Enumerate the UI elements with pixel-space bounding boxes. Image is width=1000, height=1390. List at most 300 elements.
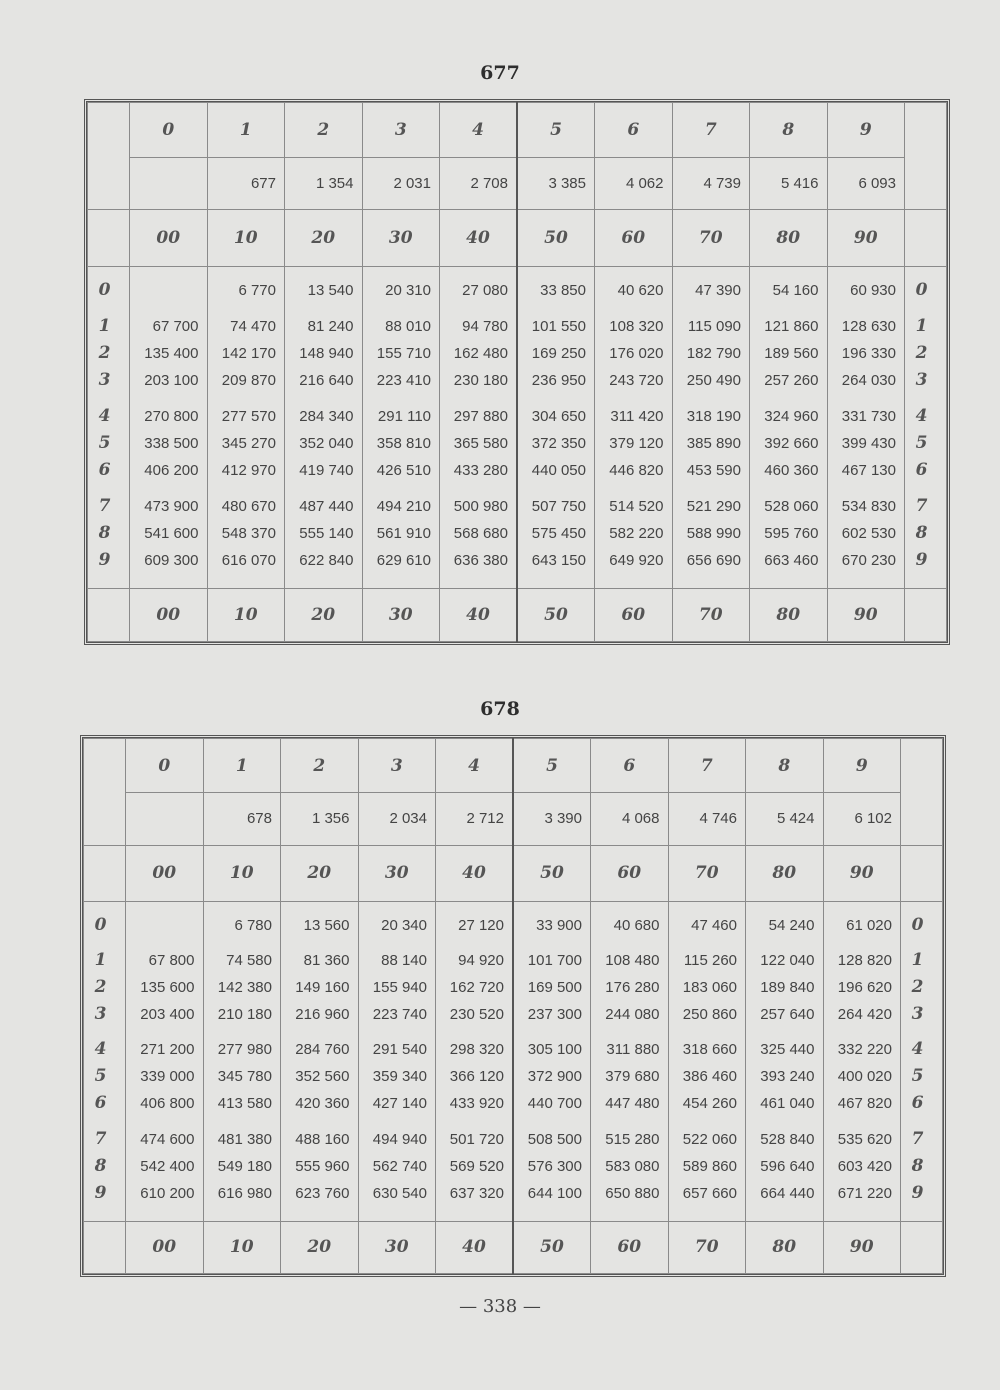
row-group bbox=[204, 947, 281, 1028]
table-value: 2 bbox=[98, 343, 111, 364]
table-value: 88 010 bbox=[385, 318, 431, 336]
row-group bbox=[88, 403, 129, 484]
tens-footer: 10 bbox=[203, 1221, 281, 1273]
value-stack bbox=[905, 267, 946, 588]
table-value: 629 610 bbox=[376, 552, 431, 570]
table-value: 257 260 bbox=[764, 372, 819, 390]
row-group bbox=[363, 403, 440, 484]
row-index-left bbox=[84, 901, 126, 1221]
row-group bbox=[285, 277, 362, 304]
table-value: 20 340 bbox=[381, 916, 427, 934]
table-value: 650 880 bbox=[605, 1184, 660, 1202]
table-value: 372 900 bbox=[527, 1068, 582, 1086]
row-group bbox=[126, 1036, 203, 1117]
value-column bbox=[126, 901, 204, 1221]
table-value: 562 740 bbox=[372, 1157, 427, 1175]
tens-footer: 40 bbox=[436, 1221, 514, 1273]
value-column bbox=[362, 267, 440, 589]
value-stack bbox=[828, 267, 905, 588]
row-group bbox=[905, 313, 946, 394]
table-value: 305 100 bbox=[527, 1041, 582, 1059]
multiple-value: 2 708 bbox=[440, 157, 518, 210]
value-column bbox=[595, 267, 673, 589]
table-value: 487 440 bbox=[299, 498, 354, 516]
table-value: 311 880 bbox=[606, 1041, 660, 1059]
multiple-value: 4 068 bbox=[591, 793, 669, 845]
table-value: 3 bbox=[98, 370, 111, 391]
values-body-row bbox=[88, 267, 947, 589]
row-group bbox=[518, 493, 594, 574]
table-value: 568 680 bbox=[453, 525, 508, 543]
table-value: 561 910 bbox=[376, 525, 431, 543]
table-value: 576 300 bbox=[527, 1157, 582, 1175]
table-value: 169 250 bbox=[531, 345, 586, 363]
table-value: 155 710 bbox=[376, 345, 431, 363]
table-value: 461 040 bbox=[760, 1095, 815, 1113]
table-value: 122 040 bbox=[760, 952, 815, 970]
value-column bbox=[436, 901, 514, 1221]
table-value: 5 bbox=[911, 1066, 924, 1087]
table-value: 8 bbox=[98, 523, 111, 544]
table-value: 277 570 bbox=[221, 408, 276, 426]
tens-footer: 60 bbox=[591, 1221, 669, 1273]
tens-header: 90 bbox=[827, 210, 905, 267]
table-value: 379 120 bbox=[609, 435, 664, 453]
value-stack bbox=[591, 902, 668, 1221]
table-value: 142 170 bbox=[221, 345, 276, 363]
table-value: 582 220 bbox=[609, 525, 664, 543]
row-group bbox=[591, 1036, 668, 1117]
tens-footer: 80 bbox=[746, 1221, 824, 1273]
tens-header: 40 bbox=[440, 210, 518, 267]
table-value: 507 750 bbox=[531, 498, 586, 516]
value-column bbox=[281, 901, 359, 1221]
multiple-value bbox=[126, 793, 204, 845]
digit-header: 7 bbox=[672, 103, 750, 158]
table-value: 4 bbox=[94, 1039, 107, 1060]
table-grid bbox=[83, 738, 943, 1274]
table-value: 636 380 bbox=[453, 552, 508, 570]
table-value: 616 980 bbox=[217, 1184, 272, 1202]
table-value: 2 bbox=[94, 977, 107, 998]
table-value: 325 440 bbox=[760, 1041, 815, 1059]
row-group bbox=[126, 912, 203, 939]
row-group bbox=[824, 947, 901, 1028]
value-column bbox=[440, 267, 518, 589]
table-value: 6 770 bbox=[238, 282, 276, 300]
tens-footer: 10 bbox=[207, 589, 285, 642]
tens-footer-row bbox=[84, 1221, 943, 1273]
table-value: 8 bbox=[915, 523, 928, 544]
table-value: 365 580 bbox=[453, 435, 508, 453]
value-stack bbox=[514, 902, 590, 1221]
table-value: 637 320 bbox=[449, 1184, 504, 1202]
tens-footer: 60 bbox=[595, 589, 673, 642]
digit-header: 3 bbox=[362, 103, 440, 158]
value-column bbox=[823, 901, 901, 1221]
value-stack bbox=[84, 902, 125, 1221]
digit-header-row bbox=[84, 739, 943, 793]
row-group bbox=[901, 1036, 942, 1117]
tens-footer: 00 bbox=[126, 1221, 204, 1273]
table-value: 630 540 bbox=[372, 1184, 427, 1202]
digit-header: 0 bbox=[126, 739, 204, 793]
tens-footer: 30 bbox=[358, 1221, 436, 1273]
row-group bbox=[436, 947, 512, 1028]
table-value: 7 bbox=[98, 496, 111, 517]
row-group bbox=[828, 403, 905, 484]
row-group bbox=[436, 912, 512, 939]
digit-header: 5 bbox=[517, 103, 595, 158]
value-stack bbox=[746, 902, 823, 1221]
table-value: 209 870 bbox=[221, 372, 276, 390]
table-value: 9 bbox=[98, 550, 111, 571]
tens-footer: 90 bbox=[823, 1221, 901, 1273]
table-value: 169 500 bbox=[527, 979, 582, 997]
table-value: 67 700 bbox=[152, 318, 199, 336]
table-value bbox=[126, 912, 203, 939]
table-value: 406 200 bbox=[144, 462, 199, 480]
multiple-value: 3 385 bbox=[517, 157, 595, 210]
table-value: 4 bbox=[98, 406, 111, 427]
table-value: 81 240 bbox=[307, 318, 354, 336]
table-value: 603 420 bbox=[837, 1157, 892, 1175]
table-value: 602 530 bbox=[841, 525, 896, 543]
table-value: 304 650 bbox=[531, 408, 586, 426]
value-stack bbox=[88, 267, 129, 588]
multiple-value: 4 746 bbox=[668, 793, 746, 845]
row-group bbox=[901, 1126, 942, 1207]
table-value: 426 510 bbox=[376, 462, 431, 480]
table-value: 324 960 bbox=[764, 408, 819, 426]
table-value: 331 730 bbox=[841, 408, 896, 426]
table-value: 203 400 bbox=[140, 1006, 195, 1024]
table-value: 196 620 bbox=[837, 979, 892, 997]
row-group bbox=[84, 947, 125, 1028]
row-group bbox=[359, 947, 436, 1028]
row-group bbox=[208, 313, 285, 394]
row-group bbox=[436, 1126, 512, 1207]
corner-cell bbox=[88, 210, 130, 267]
row-group bbox=[905, 277, 946, 304]
tens-footer: 20 bbox=[285, 589, 363, 642]
table-value: 33 850 bbox=[540, 282, 586, 300]
row-group bbox=[518, 403, 594, 484]
row-group bbox=[204, 912, 281, 939]
table-value: 9 bbox=[915, 550, 928, 571]
row-group bbox=[595, 493, 672, 574]
table-value: 528 060 bbox=[764, 498, 819, 516]
row-group bbox=[591, 947, 668, 1028]
row-group bbox=[84, 1126, 125, 1207]
value-column bbox=[513, 901, 591, 1221]
row-group bbox=[126, 947, 203, 1028]
table-value: 446 820 bbox=[609, 462, 664, 480]
table-value: 257 640 bbox=[760, 1006, 815, 1024]
table-value: 393 240 bbox=[760, 1068, 815, 1086]
value-stack bbox=[518, 267, 594, 588]
row-group bbox=[746, 1126, 823, 1207]
row-group bbox=[208, 403, 285, 484]
table-value: 522 060 bbox=[682, 1130, 737, 1148]
row-group bbox=[88, 493, 129, 574]
table-value: 20 310 bbox=[385, 282, 431, 300]
digit-header: 6 bbox=[595, 103, 673, 158]
row-group bbox=[208, 277, 285, 304]
table-value: 270 800 bbox=[144, 408, 199, 426]
table-value: 379 680 bbox=[605, 1068, 660, 1086]
table-value: 575 450 bbox=[531, 525, 586, 543]
table-value: 3 bbox=[911, 1004, 924, 1025]
tens-footer: 30 bbox=[362, 589, 440, 642]
tens-header: 30 bbox=[358, 845, 436, 901]
table-value: 515 280 bbox=[605, 1130, 660, 1148]
digit-header: 9 bbox=[827, 103, 905, 158]
digit-header: 0 bbox=[130, 103, 208, 158]
table-value: 454 260 bbox=[682, 1095, 737, 1113]
table-value: 189 560 bbox=[764, 345, 819, 363]
table-value: 656 690 bbox=[686, 552, 741, 570]
row-group bbox=[363, 277, 440, 304]
table-value: 473 900 bbox=[144, 498, 199, 516]
table-value: 149 160 bbox=[295, 979, 350, 997]
table-value: 6 780 bbox=[234, 916, 272, 934]
table-value: 664 440 bbox=[760, 1184, 815, 1202]
row-group bbox=[828, 493, 905, 574]
table-value: 297 880 bbox=[453, 408, 508, 426]
table-grid bbox=[87, 102, 947, 642]
table-value: 1 bbox=[915, 316, 928, 337]
row-group bbox=[285, 403, 362, 484]
value-column bbox=[591, 901, 669, 1221]
tens-footer: 50 bbox=[517, 589, 595, 642]
multiple-value: 6 093 bbox=[827, 157, 905, 210]
table-value: 345 780 bbox=[217, 1068, 272, 1086]
row-group bbox=[281, 912, 358, 939]
table-value: 352 040 bbox=[299, 435, 354, 453]
corner-cell bbox=[84, 845, 126, 901]
value-stack bbox=[363, 267, 440, 588]
tens-header-row bbox=[84, 845, 943, 901]
table-value: 54 160 bbox=[772, 282, 819, 300]
table-value: 47 390 bbox=[695, 282, 741, 300]
row-group bbox=[824, 912, 901, 939]
table-value: 94 920 bbox=[458, 952, 504, 970]
row-group bbox=[285, 313, 362, 394]
row-group bbox=[673, 277, 750, 304]
table-value: 501 720 bbox=[449, 1130, 504, 1148]
table-value: 47 460 bbox=[691, 916, 737, 934]
table-value: 5 bbox=[94, 1066, 107, 1087]
table-value: 250 490 bbox=[686, 372, 741, 390]
row-index-left bbox=[88, 267, 130, 589]
tens-header: 10 bbox=[203, 845, 281, 901]
table-value: 40 680 bbox=[613, 916, 660, 934]
table-value: 453 590 bbox=[686, 462, 741, 480]
table-value: 4 bbox=[911, 1039, 924, 1060]
table-value: 508 500 bbox=[527, 1130, 582, 1148]
table-value: 358 810 bbox=[376, 435, 431, 453]
table-value: 500 980 bbox=[453, 498, 508, 516]
row-group bbox=[281, 1126, 358, 1207]
row-group bbox=[669, 947, 746, 1028]
table-value: 412 970 bbox=[221, 462, 276, 480]
multiple-value: 4 062 bbox=[595, 157, 673, 210]
table-value: 128 630 bbox=[841, 318, 896, 336]
table-value: 481 380 bbox=[217, 1130, 272, 1148]
row-group bbox=[204, 1036, 281, 1117]
table-value: 623 760 bbox=[295, 1184, 350, 1202]
table-value: 108 320 bbox=[609, 318, 664, 336]
row-group bbox=[591, 1126, 668, 1207]
table-value: 643 150 bbox=[531, 552, 586, 570]
table-value: 94 780 bbox=[462, 318, 508, 336]
row-group bbox=[669, 1036, 746, 1117]
table-value: 622 840 bbox=[299, 552, 354, 570]
table-value: 671 220 bbox=[837, 1184, 892, 1202]
table-value: 3 bbox=[94, 1004, 107, 1025]
multiples-row bbox=[88, 157, 947, 210]
table-value: 447 480 bbox=[605, 1095, 660, 1113]
tens-footer: 70 bbox=[672, 589, 750, 642]
row-group bbox=[673, 493, 750, 574]
table-value: 372 350 bbox=[531, 435, 586, 453]
table-value: 521 290 bbox=[686, 498, 741, 516]
table-value: 2 bbox=[915, 343, 928, 364]
corner-cell bbox=[88, 589, 130, 642]
table-value: 148 940 bbox=[299, 345, 354, 363]
table-value: 142 380 bbox=[217, 979, 272, 997]
value-column bbox=[130, 267, 208, 589]
table-value: 250 860 bbox=[682, 1006, 737, 1024]
value-stack bbox=[126, 902, 203, 1221]
table-value: 488 160 bbox=[295, 1130, 350, 1148]
table-value: 243 720 bbox=[609, 372, 664, 390]
table-value: 6 bbox=[915, 460, 928, 481]
row-group bbox=[359, 1036, 436, 1117]
table-value: 555 960 bbox=[295, 1157, 350, 1175]
value-stack bbox=[824, 902, 901, 1221]
table-value: 210 180 bbox=[217, 1006, 272, 1024]
table-value: 460 360 bbox=[764, 462, 819, 480]
table-value: 13 560 bbox=[303, 916, 350, 934]
row-group bbox=[130, 493, 207, 574]
row-group bbox=[595, 403, 672, 484]
table-value: 6 bbox=[94, 1093, 107, 1114]
digit-header: 8 bbox=[750, 103, 828, 158]
tens-header: 00 bbox=[126, 845, 204, 901]
table-value: 182 790 bbox=[686, 345, 741, 363]
table-value: 610 200 bbox=[140, 1184, 195, 1202]
table-value: 596 640 bbox=[760, 1157, 815, 1175]
table-value: 494 210 bbox=[376, 498, 431, 516]
table-value: 548 370 bbox=[221, 525, 276, 543]
table-value: 0 bbox=[94, 914, 107, 935]
value-stack bbox=[673, 267, 750, 588]
table-value: 40 620 bbox=[617, 282, 664, 300]
table-value: 392 660 bbox=[764, 435, 819, 453]
table-value: 27 120 bbox=[458, 916, 504, 934]
table-value: 420 360 bbox=[295, 1095, 350, 1113]
table-value: 0 bbox=[98, 280, 111, 301]
value-stack bbox=[669, 902, 746, 1221]
table-value: 162 480 bbox=[453, 345, 508, 363]
table-value: 8 bbox=[911, 1155, 924, 1176]
value-stack bbox=[595, 267, 672, 588]
multiple-value: 5 416 bbox=[750, 157, 828, 210]
table-value: 7 bbox=[911, 1128, 924, 1149]
table-value: 467 820 bbox=[837, 1095, 892, 1113]
table-value: 1 bbox=[98, 316, 111, 337]
corner-cell bbox=[905, 103, 947, 210]
multiple-value bbox=[130, 157, 208, 210]
tens-header: 70 bbox=[672, 210, 750, 267]
tens-header: 10 bbox=[207, 210, 285, 267]
table-value: 541 600 bbox=[144, 525, 199, 543]
row-group bbox=[518, 277, 594, 304]
digit-header-row bbox=[88, 103, 947, 158]
row-group bbox=[673, 403, 750, 484]
table-value: 616 070 bbox=[221, 552, 276, 570]
values-body-row bbox=[84, 901, 943, 1221]
table-value: 6 bbox=[911, 1093, 924, 1114]
row-group bbox=[440, 313, 516, 394]
digit-header: 5 bbox=[513, 739, 591, 793]
row-group bbox=[514, 1126, 590, 1207]
table-value: 413 580 bbox=[217, 1095, 272, 1113]
table-value: 400 020 bbox=[837, 1068, 892, 1086]
row-group bbox=[746, 912, 823, 939]
multiplication-table-678 bbox=[80, 735, 946, 1277]
digit-header: 8 bbox=[746, 739, 824, 793]
table-value: 155 940 bbox=[372, 979, 427, 997]
table-value: 0 bbox=[911, 914, 924, 935]
table-value: 216 640 bbox=[299, 372, 354, 390]
table-value: 433 920 bbox=[449, 1095, 504, 1113]
multiple-value: 1 356 bbox=[281, 793, 359, 845]
value-column bbox=[207, 267, 285, 589]
row-group bbox=[750, 403, 827, 484]
multiple-value: 2 712 bbox=[436, 793, 514, 845]
tens-header: 40 bbox=[436, 845, 514, 901]
row-group bbox=[673, 313, 750, 394]
table-value: 663 460 bbox=[764, 552, 819, 570]
row-group bbox=[359, 912, 436, 939]
row-group bbox=[669, 1126, 746, 1207]
table-value: 277 980 bbox=[217, 1041, 272, 1059]
table-value: 427 140 bbox=[372, 1095, 427, 1113]
table-value: 345 270 bbox=[221, 435, 276, 453]
table-value: 230 520 bbox=[449, 1006, 504, 1024]
table-value: 542 400 bbox=[140, 1157, 195, 1175]
table-value: 359 340 bbox=[372, 1068, 427, 1086]
value-column bbox=[203, 901, 281, 1221]
table-value: 9 bbox=[94, 1182, 107, 1203]
tens-header: 60 bbox=[591, 845, 669, 901]
multiple-value: 677 bbox=[207, 157, 285, 210]
page-number: — 338 — bbox=[459, 1296, 541, 1317]
table-value: 284 340 bbox=[299, 408, 354, 426]
digit-header: 9 bbox=[823, 739, 901, 793]
table-value: 291 110 bbox=[377, 408, 431, 426]
table-value: 74 580 bbox=[226, 952, 272, 970]
table-value: 108 480 bbox=[605, 952, 660, 970]
corner-cell bbox=[901, 739, 943, 846]
tens-header: 00 bbox=[130, 210, 208, 267]
row-group bbox=[359, 1126, 436, 1207]
table-value: 609 300 bbox=[144, 552, 199, 570]
row-group bbox=[905, 493, 946, 574]
